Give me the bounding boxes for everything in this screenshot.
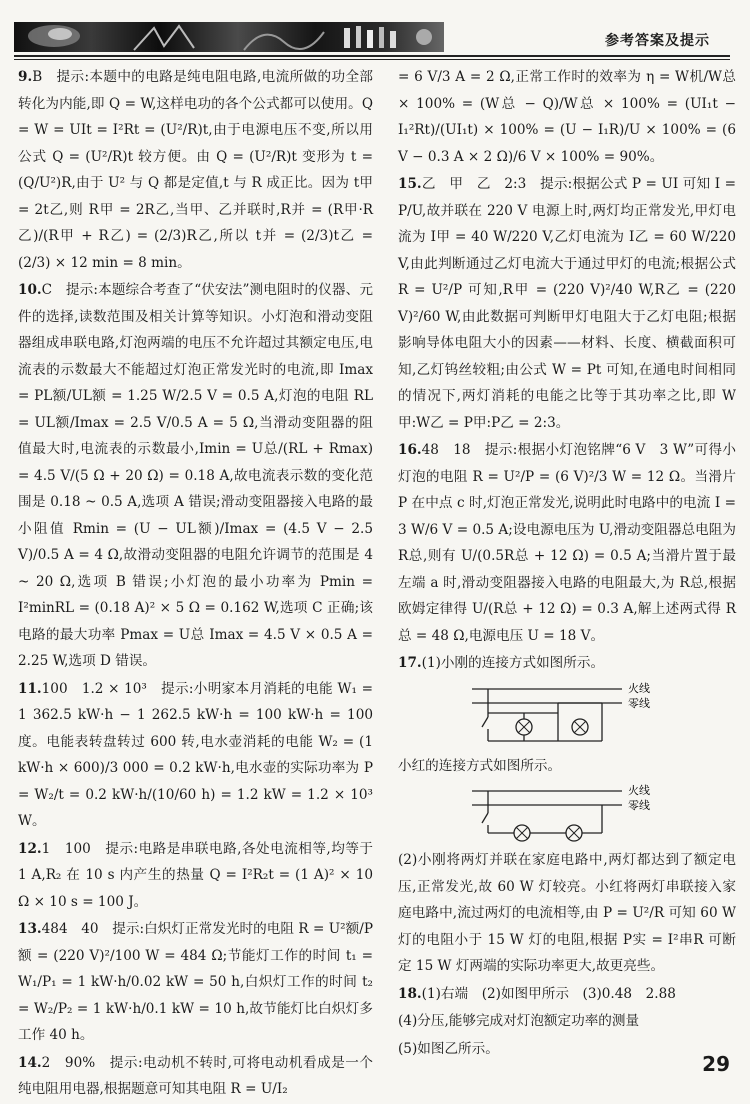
answer-text: 484 40 提示:白炽灯正常发光时的电阻 R = U²额/P额 = (220 V)²/100 W = 484 Ω;节能灯工作的时间 t₁ = W₁/P₁ = 1 kW·h/0.02 kW = 50 h,白炽灯工作的时间 t₂ = W₂/P₂ = 1 kW·h/0.1 kW = 10 h,故节能灯比白炽灯多工作 40 h。 <box>18 921 373 1043</box>
parallel-circuit-diagram <box>462 679 662 749</box>
answer-text: B 提示:本题中的电路是纯电阻电路,电流所做的功全部转化为内能,即 Q = W,这样电功的各个公式都可以使用。Q = W = UIt = I²Rt = (U²/R)t,由于电源电压不变,所以用公式 Q = (U²/R)t 较方便。由 Q = (U²/R)t 变形为 t = (Q/U²)R,由于 U² 与 Q 都是定值,t 与 R 成正比。因为 t甲 = 2t乙,则 R甲 = 2R乙,当甲、乙并联时,R并 = (R甲·R乙)/(R甲 + R乙) = (2/3)R乙,所以 t并 = (2/3)t乙 = (2/3) × 12 min = 8 min。 <box>18 69 373 271</box>
page-header <box>0 0 750 62</box>
answer-number: 10. <box>18 282 42 298</box>
answer-text: 1 100 提示:电路是串联电路,各处电流相等,均等于 1 A,R₂ 在 10 s 内产生的热量 Q = I²R₂t = (1 A)² × 10 Ω × 10 s = 100 J。 <box>18 840 373 910</box>
answer-number: 13. <box>18 921 42 937</box>
answer-number: 16. <box>398 442 422 458</box>
answer-text: = 6 V/3 A = 2 Ω,正常工作时的效率为 η = W机/W总 × 100% = (W总 − Q)/W总 × 100% = (UI₁t − I₁²Rt)/(UI₁t) × 100% = (U − I₁R)/U × 100% = (6 V − 0.3 A × 2 Ω)/6 V × 100% = 90%。 <box>398 69 736 165</box>
answer-text: (1)右端 (2)如图甲所示 (3)0.48 2.88 <box>421 985 676 1002</box>
header-title: 参考答案及提示 <box>605 33 710 49</box>
banner-decoration-icon <box>14 22 444 52</box>
answer-entry-18-part5 <box>398 1036 736 1063</box>
left-column <box>18 64 373 1104</box>
answer-text: 100 1.2 × 10³ 提示:小明家本月消耗的电能 W₁ = 1 362.5 kW·h − 1 262.5 kW·h = 100 kW·h = 100 度。电能表转盘转过 600 转,电水壶消耗的电能 W₂ = (1 kW·h × 600)/3 000 = 0.2 kW·h,电水壶的实际功率为 P = W₂/t = 0.2 kW·h/(10/60 h) = 1.2 kW = 1.2 × 10³ W。 <box>18 680 373 829</box>
answer-entry-18-part4 <box>398 1008 736 1035</box>
right-column <box>398 64 736 1063</box>
answer-text: 乙 甲 乙 2:3 提示:根据公式 P = UI 可知 I = P/U,故并联在 220 V 电源上时,两灯均正常发光,甲灯电流为 I甲 = 40 W/220 V,乙灯电流为 I乙 = 60 W/220 V,由此判断通过乙灯电流大于通过甲灯的电流;根据公式 R = U²/P 可知,R甲 = (220 V)²/40 W,R乙 = (220 V)²/60 W,由此数据可判断甲灯电阻大于乙灯电阻;根据影响导体电阻大小的因素——材料、长度、横截面积可知,乙灯钨丝较粗;由公式 W = Pt 可知,在通电时间相同的情况下,两灯消耗的电能之比等于其功率之比,即 W甲:W乙 = P甲:P乙 = 2:3。 <box>398 176 736 431</box>
answer-text: (2)小刚将两灯并联在家庭电路中,两灯都达到了额定电压,正常发光,故 60 W 灯较亮。小红将两灯串联接入家庭电路中,流过两灯的电流相等,由 P = U²/R 可知 60 W 灯的电阻小于 15 W 灯的电阻,根据 P实 = I²串R 可断定 15 W 灯两端的实际功率更大,故更亮些。 <box>398 852 736 974</box>
answer-number: 15. <box>398 176 422 192</box>
answer-number: 18. <box>398 985 422 1002</box>
answer-number: 17. <box>398 655 422 671</box>
answer-text: C 提示:本题综合考查了“伏安法”测电阻时的仪器、元件的选择,读数范围及相关计算等知识。小灯泡和滑动变阻器组成串联电路,灯泡两端的电压不允许超过其额定电压,电流表的示数最大不能超过灯泡正常发光时的电流,即 Imax = PL额/UL额 = 1.25 W/2.5 V = 0.5 A,灯泡的电阻 RL = UL额/Imax = 2.5 V/0.5 A = 5 Ω,当滑动变阻器的阻值最大时,电流表的示数最小,Imin = U总/(RL + Rmax) = 4.5 V/(5 Ω + 20 Ω) = 0.18 A,故电流表示数的变化范围是 0.18 ~ 0.5 A,选项 A 错误;滑动变阻器接入电路的最小阻值 Rmin = (U − UL额)/Imax = (4.5 V − 2.5 V)/0.5 A = 4 Ω,故滑动变阻器的电阻允许调节的范围是 4 ~ 20 Ω,选项 B 错误;小灯泡的最小功率为 Pmin = I²minRL = (0.18 A)² × 5 Ω = 0.162 W,选项 C 正确;该电路的最大功率 Pmax = U总 Imax = 4.5 V × 0.5 A = 2.25 W,选项 D 错误。 <box>18 282 373 669</box>
answer-number: 12. <box>18 840 42 857</box>
answer-entry-14-continued <box>398 64 736 170</box>
answer-entry-17 <box>398 650 736 677</box>
answer-entry-10 <box>18 277 373 675</box>
page-number: 29 <box>702 1052 730 1076</box>
answer-entry-11 <box>18 676 373 835</box>
answer-entry-15 <box>398 171 736 436</box>
series-circuit-diagram <box>462 781 662 843</box>
answer-entry-13 <box>18 916 373 1049</box>
neutral-wire-label: 零线 <box>628 799 650 812</box>
answer-text: 2 90% 提示:电动机不转时,可将电动机看成是一个纯电阻用电器,根据题意可知其电阻 R = U/I₂ <box>18 1054 373 1097</box>
switch-icon <box>482 717 488 727</box>
header-banner-image <box>14 22 444 52</box>
answer-entry-14 <box>18 1050 373 1103</box>
answer-number: 9. <box>18 69 33 85</box>
answer-entry-12 <box>18 836 373 916</box>
answer-text: (5)如图乙所示。 <box>398 1040 499 1057</box>
header-rule <box>14 55 730 57</box>
answer-entry-16 <box>398 437 736 649</box>
live-wire-label: 火线 <box>628 681 650 695</box>
answer-text: (4)分压,能够完成对灯泡额定功率的测量 <box>398 1013 640 1029</box>
answer-text: (1)小刚的连接方式如图所示。 <box>421 655 605 671</box>
answer-entry-17-part2 <box>398 847 736 980</box>
live-wire-label: 火线 <box>628 784 650 797</box>
header-rule-thin <box>14 59 730 60</box>
answer-entry-17-xiaohong <box>398 753 736 780</box>
answer-entry-18 <box>398 981 736 1008</box>
answer-number: 11. <box>18 680 42 697</box>
answer-number: 14. <box>18 1054 42 1071</box>
answer-text: 小红的连接方式如图所示。 <box>398 757 562 774</box>
neutral-wire-label: 零线 <box>628 696 650 710</box>
switch-icon <box>482 813 488 823</box>
answer-text: 48 18 提示:根据小灯泡铭牌“6 V 3 W”可得小灯泡的电阻 R = U²/P = (6 V)²/3 W = 12 Ω。当滑片 P 在中点 c 时,灯泡正常发光,说明此时电路中的电流 I = 3 W/6 V = 0.5 A;设电源电压为 U,滑动变阻器总电阻为 R总,则有 U/(0.5R总 + 12 Ω) = 0.5 A;当滑片置于最左端 a 时,滑动变阻器接入电路的电阻最大,为 R总,根据欧姆定律得 U/(R总 + 12 Ω) = 0.3 A,解上述两式得 R总 = 48 Ω,电源电压 U = 18 V。 <box>398 442 736 644</box>
answer-entry-9 <box>18 64 373 276</box>
